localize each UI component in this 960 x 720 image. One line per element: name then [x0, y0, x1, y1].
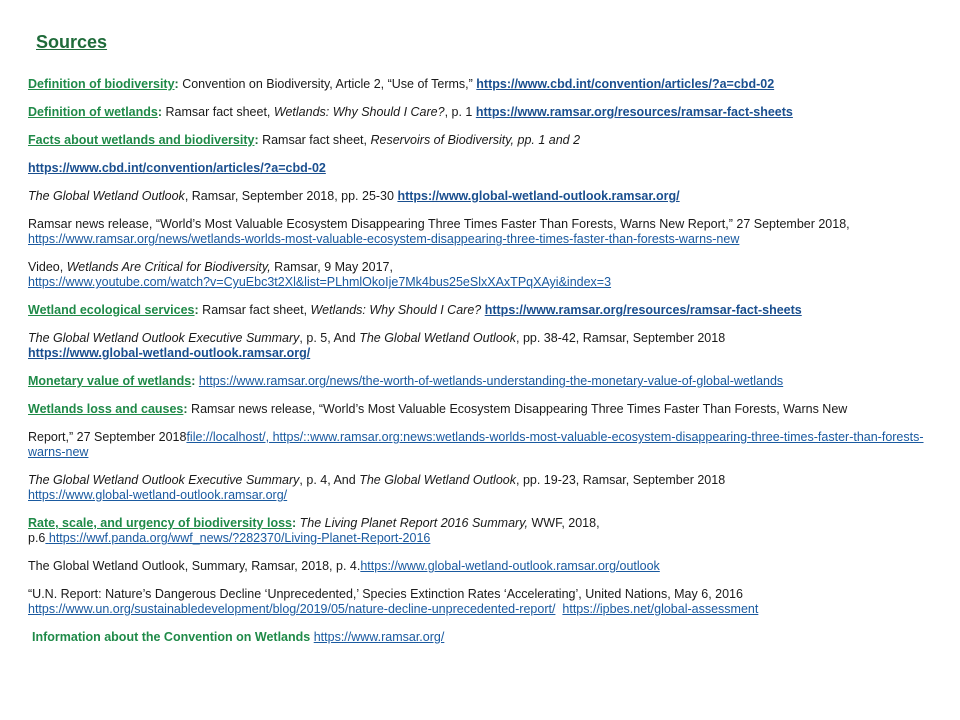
citation-text: WWF, 2018,: [528, 516, 600, 530]
source-entry-wetlands-definition: Definition of wetlands: Ramsar fact sheet, Wetlands: Why Should I Care?, p. 1 https://www.ramsar.org/resources/ramsar-fact-sheets: [28, 105, 793, 119]
citation-title: Wetlands Are Critical for Biodiversity,: [66, 260, 271, 274]
citation-text: “U.N. Report: Nature’s Dangerous Decline ‘Unprecedented,’ Species Extinction Rates ‘Accelerating’, United Nations, May 6, 2016: [28, 587, 743, 601]
source-link[interactable]: https://www.un.org/sustainabledevelopment/blog/2019/05/nature-decline-unprecedented-report/: [28, 602, 556, 616]
citation-text: Video,: [28, 260, 67, 274]
citation-text: Ramsar fact sheet,: [258, 133, 371, 147]
citation-text: , pp. 19-23, Ramsar, September 2018: [516, 473, 726, 487]
citation-text: , p. 5, And: [299, 331, 360, 345]
citation-title: The Global Wetland Outlook Executive Summary: [28, 331, 300, 345]
sources-list: [28, 77, 928, 658]
citation-title: The Living Planet Report 2016 Summary,: [299, 516, 528, 530]
citation-text: Report,” 27 September 2018: [28, 430, 187, 444]
citation-title: The Global Wetland Outlook: [359, 473, 516, 487]
source-link[interactable]: https://ipbes.net/global-assessment: [562, 602, 759, 616]
source-entry-global-wetland-outlook: [28, 189, 928, 204]
source-link[interactable]: https://www.youtube.com/watch?v=CyuEbc3t2Xl&list=PLhmlOkoIje7Mk4bus25eSlxXAxTPqXAyi&index=3: [28, 275, 612, 289]
source-link[interactable]: https://www.global-wetland-outlook.ramsar.org/: [397, 189, 680, 203]
citation-text: The Global Wetland Outlook, Summary, Ramsar, 2018, p. 4.: [28, 559, 361, 573]
citation-text: Convention on Biodiversity, Article 2, “Use of Terms,”: [178, 77, 477, 91]
source-entry-ecological-services: Wetland ecological services: Ramsar fact sheet, Wetlands: Why Should I Care? https://www.ramsar.org/resources/ramsar-fact-sheets: [28, 303, 802, 317]
citation-text: , p. 4, And: [299, 473, 360, 487]
topic-label: Definition of biodiversity: [28, 77, 175, 91]
source-entry-cbd-link: [28, 161, 928, 176]
topic-label: Monetary value of wetlands: [28, 374, 192, 388]
source-link[interactable]: https://www.ramsar.org/: [313, 630, 445, 644]
citation-title: Reservoirs of Biodiversity, pp. 1 and 2: [370, 133, 581, 147]
source-link[interactable]: https://www.global-wetland-outlook.ramsar.org/: [28, 346, 311, 360]
citation-text: , pp. 38-42, Ramsar, September 2018: [516, 331, 726, 345]
source-link[interactable]: https://www.global-wetland-outlook.ramsar.org/: [28, 488, 288, 502]
source-link[interactable]: https://www.cbd.int/convention/articles/?a=cbd-02: [476, 77, 775, 91]
source-link[interactable]: file://localhost/, https/::www.ramsar.org:news:wetlands-worlds-most-valuable-ecosystem-disappearing-three-times-faster-than-forests-warns-new: [28, 430, 924, 459]
source-link[interactable]: https://www.ramsar.org/news/the-worth-of-wetlands-understanding-the-monetary-value-of-global-wetlands: [198, 374, 784, 388]
source-link[interactable]: https://www.global-wetland-outlook.ramsar.org/outlook: [360, 559, 660, 573]
source-entry-ramsar-news: [28, 217, 928, 247]
citation-text: Ramsar news release, “World’s Most Valuable Ecosystem Disappearing Three Times Faster Than Forests, Warns New: [187, 402, 848, 416]
topic-label: Facts about wetlands and biodiversity: [28, 133, 255, 147]
citation-text: Ramsar fact sheet,: [198, 303, 311, 317]
topic-label: Wetland ecological services: [28, 303, 195, 317]
page-title: Sources: [36, 32, 108, 52]
topic-label: Information about the Convention on Wetlands: [32, 630, 311, 644]
citation-title: Wetlands: Why Should I Care?: [310, 303, 482, 317]
source-entry-un-report: [28, 587, 928, 617]
source-entry-outlook-summary-p5: [28, 331, 928, 361]
source-entry-video: [28, 260, 928, 290]
source-entry-biodiversity-loss: Rate, scale, and urgency of biodiversity loss: The Living Planet Report 2016 Summary, WWF, 2018, p.6 https://wwf.panda.org/wwf_news/?282370/Living-Planet-Report-2016: [28, 516, 600, 545]
source-entry-wetlands-biodiversity-facts: Facts about wetlands and biodiversity: Ramsar fact sheet, Reservoirs of Biodiversity, pp. 1 and 2: [28, 133, 581, 147]
source-entry-outlook-summary-2018: [28, 559, 928, 574]
topic-label: Rate, scale, and urgency of biodiversity loss: [28, 516, 292, 530]
citation-title: The Global Wetland Outlook: [359, 331, 516, 345]
source-link[interactable]: https://wwf.panda.org/wwf_news/?282370/Living-Planet-Report-2016: [48, 531, 431, 545]
source-link[interactable]: https://www.ramsar.org/resources/ramsar-fact-sheets: [484, 303, 802, 317]
citation-text: , Ramsar, September 2018, pp. 25-30: [184, 189, 398, 203]
source-link[interactable]: https://www.cbd.int/convention/articles/?a=cbd-02: [28, 161, 326, 175]
source-link[interactable]: https://www.ramsar.org/resources/ramsar-fact-sheets: [475, 105, 793, 119]
source-entry-convention-info: [28, 630, 928, 645]
source-entry-monetary-value: Monetary value of wetlands: https://www.ramsar.org/news/the-worth-of-wetlands-understanding-the-monetary-value-of-global-wetlands: [28, 374, 784, 388]
citation-text: Ramsar news release, “World’s Most Valuable Ecosystem Disappearing Three Times Faster Than Forests, Warns New Report,” 27 September 2018,: [28, 217, 850, 231]
citation-text: Ramsar fact sheet,: [162, 105, 274, 119]
citation-title: The Global Wetland Outlook Executive Summary: [28, 473, 300, 487]
citation-text: p.6: [28, 531, 46, 545]
citation-text: , p. 1: [444, 105, 476, 119]
citation-title: The Global Wetland Outlook: [28, 189, 185, 203]
topic-label: Wetlands loss and causes: [28, 402, 184, 416]
source-entry-outlook-summary-p4: [28, 473, 928, 503]
source-entry-loss-causes-continued: [28, 430, 928, 460]
source-entry-loss-causes: Wetlands loss and causes: Ramsar news release, “World’s Most Valuable Ecosystem Disappearing Three Times Faster Than Forests, Warns New: [28, 402, 848, 416]
source-entry-biodiversity-definition: Definition of biodiversity: Convention on Biodiversity, Article 2, “Use of Terms,” https://www.cbd.int/convention/articles/?a=cbd-02: [28, 77, 775, 91]
topic-label: Definition of wetlands: [28, 105, 158, 119]
citation-text: Ramsar, 9 May 2017,: [270, 260, 393, 274]
source-link[interactable]: https://www.ramsar.org/news/wetlands-worlds-most-valuable-ecosystem-disappearing-three-times-faster-than-forests-warns-new: [28, 232, 740, 246]
citation-title: Wetlands: Why Should I Care?: [273, 105, 445, 119]
